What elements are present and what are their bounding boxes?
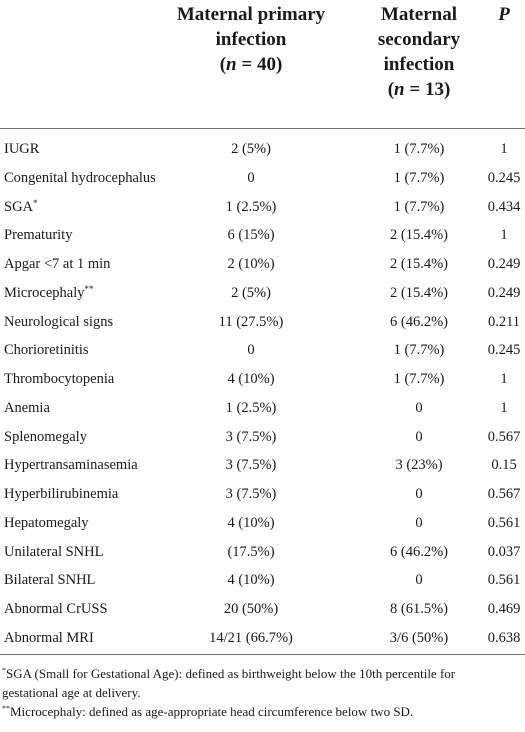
primary-infection-value: 3 (7.5%) — [225, 486, 277, 502]
secondary-infection-value: 6 (46.2%) — [390, 313, 448, 330]
secondary-infection-value: 1 (7.7%) — [393, 371, 445, 387]
table-row — [0, 135, 525, 164]
row-label — [4, 624, 94, 653]
header-line: secondary — [377, 29, 461, 50]
row-label — [4, 509, 89, 538]
table-row — [0, 451, 525, 480]
primary-infection-value: 6 (15%) — [227, 227, 275, 244]
secondary-infection-value: 1 (7.7%) — [393, 342, 445, 359]
primary-infection-value: 14/21 (66.7%) — [209, 629, 293, 646]
footnote-mark: ** — [2, 704, 10, 713]
row-label — [4, 538, 103, 567]
row-label — [4, 480, 118, 509]
primary-infection-value: 4 (10%) — [227, 371, 275, 387]
header-line: infection — [383, 54, 455, 75]
p-value: 0.15 — [491, 457, 517, 474]
secondary-infection-value: 0 — [415, 486, 423, 502]
row-label-text: Chorioretinitis — [4, 342, 89, 359]
secondary-infection-value: 0 — [415, 572, 423, 589]
row-label-text: Thrombocytopenia — [4, 371, 115, 387]
p-value: 0.245 — [487, 169, 521, 186]
row-label — [4, 279, 94, 308]
table-row — [0, 221, 525, 250]
row-label — [4, 135, 39, 164]
header-line: Maternal primary — [176, 4, 326, 25]
row-label-text: Abnormal MRI — [4, 629, 94, 646]
row-label — [4, 221, 72, 250]
primary-infection-value: 1 (2.5%) — [225, 198, 277, 215]
p-value: 0.245 — [487, 342, 521, 359]
footnote-mark: * — [2, 666, 6, 675]
table-body — [0, 135, 525, 653]
row-label-text: Abnormal CrUSS — [4, 601, 108, 617]
p-value: 0.211 — [487, 313, 521, 330]
footnote-line — [2, 664, 520, 683]
row-label-text: IUGR — [4, 141, 40, 157]
p-value: 0.567 — [487, 428, 521, 445]
row-label-text: Bilateral SNHL — [4, 572, 96, 589]
secondary-infection-value: 0 — [415, 514, 423, 531]
table-row — [0, 164, 525, 193]
primary-infection-value: 11 (27.5%) — [218, 313, 284, 330]
primary-infection-value: (17.5%) — [227, 543, 275, 560]
footnote-line — [2, 683, 520, 702]
table-row — [0, 624, 525, 653]
row-label-text: Neurological signs — [4, 313, 114, 330]
primary-infection-value: 3 (7.5%) — [225, 457, 277, 474]
row-label — [4, 336, 89, 365]
row-label-text: Prematurity — [4, 227, 73, 244]
primary-infection-value: 2 (5%) — [231, 141, 271, 157]
p-value: 1 — [500, 227, 508, 244]
row-label — [4, 193, 38, 222]
primary-infection-value: 3 (7.5%) — [225, 428, 277, 445]
secondary-infection-value: 3 (23%) — [395, 457, 443, 474]
row-label-text: Microcephaly — [4, 284, 85, 301]
header-p-value: P — [498, 4, 510, 25]
header-maternal-primary-infection — [164, 2, 338, 77]
secondary-infection-value: 1 (7.7%) — [393, 169, 445, 186]
footnote-text: Microcephaly: defined as age-appropriate head circumference below two SD. — [10, 704, 414, 719]
table-row — [0, 509, 525, 538]
secondary-infection-value: 6 (46.2%) — [390, 543, 448, 560]
table-row — [0, 394, 525, 423]
p-value: 1 — [500, 399, 508, 416]
primary-infection-value: 20 (50%) — [223, 601, 279, 617]
p-value: 0.434 — [487, 198, 521, 215]
row-label — [4, 394, 50, 423]
table-footnotes — [2, 664, 520, 721]
secondary-infection-value: 2 (15.4%) — [390, 227, 448, 244]
primary-infection-value: 2 (10%) — [227, 256, 275, 272]
row-label-text: Congenital hydrocephalus — [4, 169, 156, 186]
header-line: Maternal — [381, 4, 457, 25]
row-label — [4, 250, 110, 279]
secondary-infection-value: 0 — [415, 428, 423, 445]
table-top-rule — [0, 128, 525, 129]
row-label-text: Apgar <7 at 1 min — [4, 256, 111, 272]
table-header — [0, 0, 525, 128]
footnote-line — [2, 702, 520, 721]
primary-infection-value: 4 (10%) — [227, 514, 275, 531]
p-value: 0.469 — [487, 601, 521, 617]
footnote-mark: * — [33, 197, 38, 208]
row-label — [4, 164, 156, 193]
primary-infection-value: 1 (2.5%) — [225, 399, 277, 416]
secondary-infection-value: 3/6 (50%) — [389, 629, 449, 646]
secondary-infection-value: 2 (15.4%) — [390, 284, 448, 301]
secondary-infection-value: 8 (61.5%) — [390, 601, 448, 617]
secondary-infection-value: 1 (7.7%) — [393, 141, 445, 157]
row-label — [4, 451, 138, 480]
header-line: (n = 13) — [387, 79, 451, 100]
row-label — [4, 595, 108, 624]
row-label — [4, 365, 114, 394]
row-label-text: Hyperbilirubinemia — [4, 486, 119, 502]
row-label-text: Hypertransaminasemia — [4, 457, 138, 474]
p-value: 0.249 — [487, 256, 521, 272]
table-bottom-rule — [0, 654, 525, 655]
table-row — [0, 308, 525, 337]
table-row — [0, 336, 525, 365]
table-row — [0, 595, 525, 624]
secondary-infection-value: 2 (15.4%) — [390, 256, 448, 272]
header-line: infection — [215, 29, 287, 50]
header-line: (n = 40) — [219, 54, 283, 75]
row-label-text: Splenomegaly — [4, 428, 87, 445]
table-row — [0, 193, 525, 222]
table-row — [0, 480, 525, 509]
row-label-text: Unilateral SNHL — [4, 543, 104, 560]
table-row — [0, 423, 525, 452]
secondary-infection-value: 0 — [415, 399, 423, 416]
row-label — [4, 423, 87, 452]
p-value: 0.561 — [487, 572, 521, 589]
p-value: 1 — [500, 371, 508, 387]
p-value: 0.567 — [487, 486, 521, 502]
table-row — [0, 566, 525, 595]
primary-infection-value: 4 (10%) — [227, 572, 275, 589]
table-row — [0, 538, 525, 567]
p-value: 0.561 — [487, 514, 521, 531]
primary-infection-value: 0 — [247, 169, 255, 186]
row-label-text: Anemia — [4, 399, 50, 416]
footnote-text: SGA (Small for Gestational Age): defined as birthweight below the 10th percentile for — [6, 666, 456, 681]
row-label — [4, 566, 95, 595]
secondary-infection-value: 1 (7.7%) — [393, 198, 445, 215]
table-row — [0, 365, 525, 394]
p-value: 0.249 — [487, 284, 521, 301]
header-maternal-secondary-infection — [354, 2, 484, 102]
p-value: 0.638 — [487, 629, 521, 646]
row-label-text: Hepatomegaly — [4, 514, 89, 531]
row-label-text: SGA — [4, 198, 34, 215]
table-row — [0, 279, 525, 308]
footnote-text: gestational age at delivery. — [2, 685, 141, 700]
primary-infection-value: 2 (5%) — [231, 284, 271, 301]
p-value: 0.037 — [487, 543, 521, 560]
footnote-mark: ** — [84, 283, 94, 294]
row-label — [4, 308, 113, 337]
primary-infection-value: 0 — [247, 342, 255, 359]
p-value: 1 — [500, 141, 508, 157]
table-row — [0, 250, 525, 279]
